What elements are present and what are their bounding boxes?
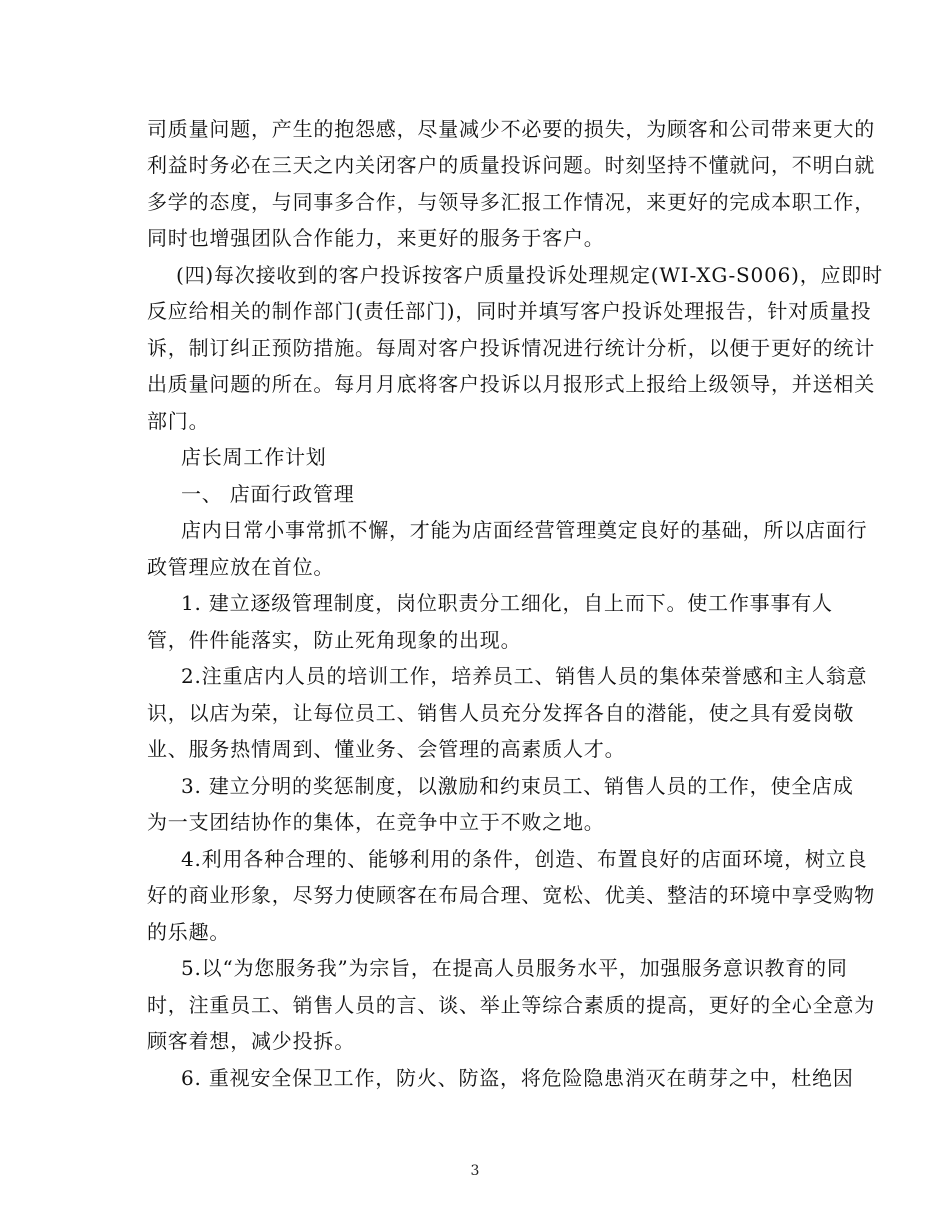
text-line: 识，以店为荣，让每位员工、销售人员充分发挥各自的潜能，使之具有爱岗敬 <box>147 701 855 725</box>
text-line: 5.以“为您服务我”为宗旨，在提高人员服务水平，加强服务意识教育的同 <box>181 956 848 980</box>
text-line: 好的商业形象，尽努力使顾客在布局合理、宽松、优美、整洁的环境中享受购物 <box>147 883 875 907</box>
text-line: 的乐趣。 <box>147 920 231 944</box>
page-number: 3 <box>470 1163 480 1179</box>
section-heading: 店长周工作计划 <box>181 445 327 469</box>
text-line: 1. 建立逐级管理制度，岗位职责分工细化，自上而下。使工作事事有人 <box>181 591 833 615</box>
text-line: 时，注重员工、销售人员的言、谈、举止等综合素质的提高，更好的全心全意为 <box>147 993 875 1017</box>
text-line: 6. 重视安全保卫工作，防火、防盗，将危险隐患消灭在萌芽之中，杜绝因 <box>181 1066 854 1090</box>
text-line: 反应给相关的制作部门(责任部门)，同时并填写客户投诉处理报告，针对质量投 <box>147 299 872 323</box>
text-line: 部门。 <box>147 409 210 433</box>
text-line: 管，件件能落实，防止死角现象的出现。 <box>147 628 522 652</box>
text-line: 司质量问题，产生的抱怨感，尽量减少不必要的损失，为顾客和公司带来更大的 <box>147 117 875 141</box>
text-line: 3. 建立分明的奖惩制度，以激励和约束员工、销售人员的工作，使全店成 <box>181 774 854 798</box>
text-line: (四)每次接收到的客户投诉按客户质量投诉处理规定(WI-XG-S006)，应即时 <box>176 263 883 287</box>
text-line: 诉，制订纠正预防措施。每周对客户投诉情况进行统计分析，以便于更好的统计 <box>147 336 875 360</box>
text-line: 多学的态度，与同事多合作，与领导多汇报工作情况，来更好的完成本职工作， <box>147 190 875 214</box>
text-line: 店内日常小事常抓不懈，才能为店面经营管理奠定良好的基础，所以店面行 <box>181 518 868 542</box>
text-line: 4.利用各种合理的、能够利用的条件，创造、布置良好的店面环境，树立良 <box>181 847 868 871</box>
text-line: 出质量问题的所在。每月月底将客户投诉以月报形式上报给上级领导，并送相关 <box>147 372 875 396</box>
text-line: 业、服务热情周到、懂业务、会管理的高素质人才。 <box>147 737 626 761</box>
text-line: 政管理应放在首位。 <box>147 555 335 579</box>
text-line: 2.注重店内人员的培训工作，培养员工、销售人员的集体荣誉感和主人翁意 <box>181 664 868 688</box>
text-line: 顾客着想，减少投拆。 <box>147 1029 355 1053</box>
section-heading: 一、 店面行政管理 <box>181 482 355 506</box>
text-line: 同时也增强团队合作能力，来更好的服务于客户。 <box>147 226 605 250</box>
text-line: 为一支团结协作的集体，在竞争中立于不败之地。 <box>147 810 605 834</box>
text-line: 利益时务必在三天之内关闭客户的质量投诉问题。时刻坚持不懂就问，不明白就 <box>147 153 875 177</box>
